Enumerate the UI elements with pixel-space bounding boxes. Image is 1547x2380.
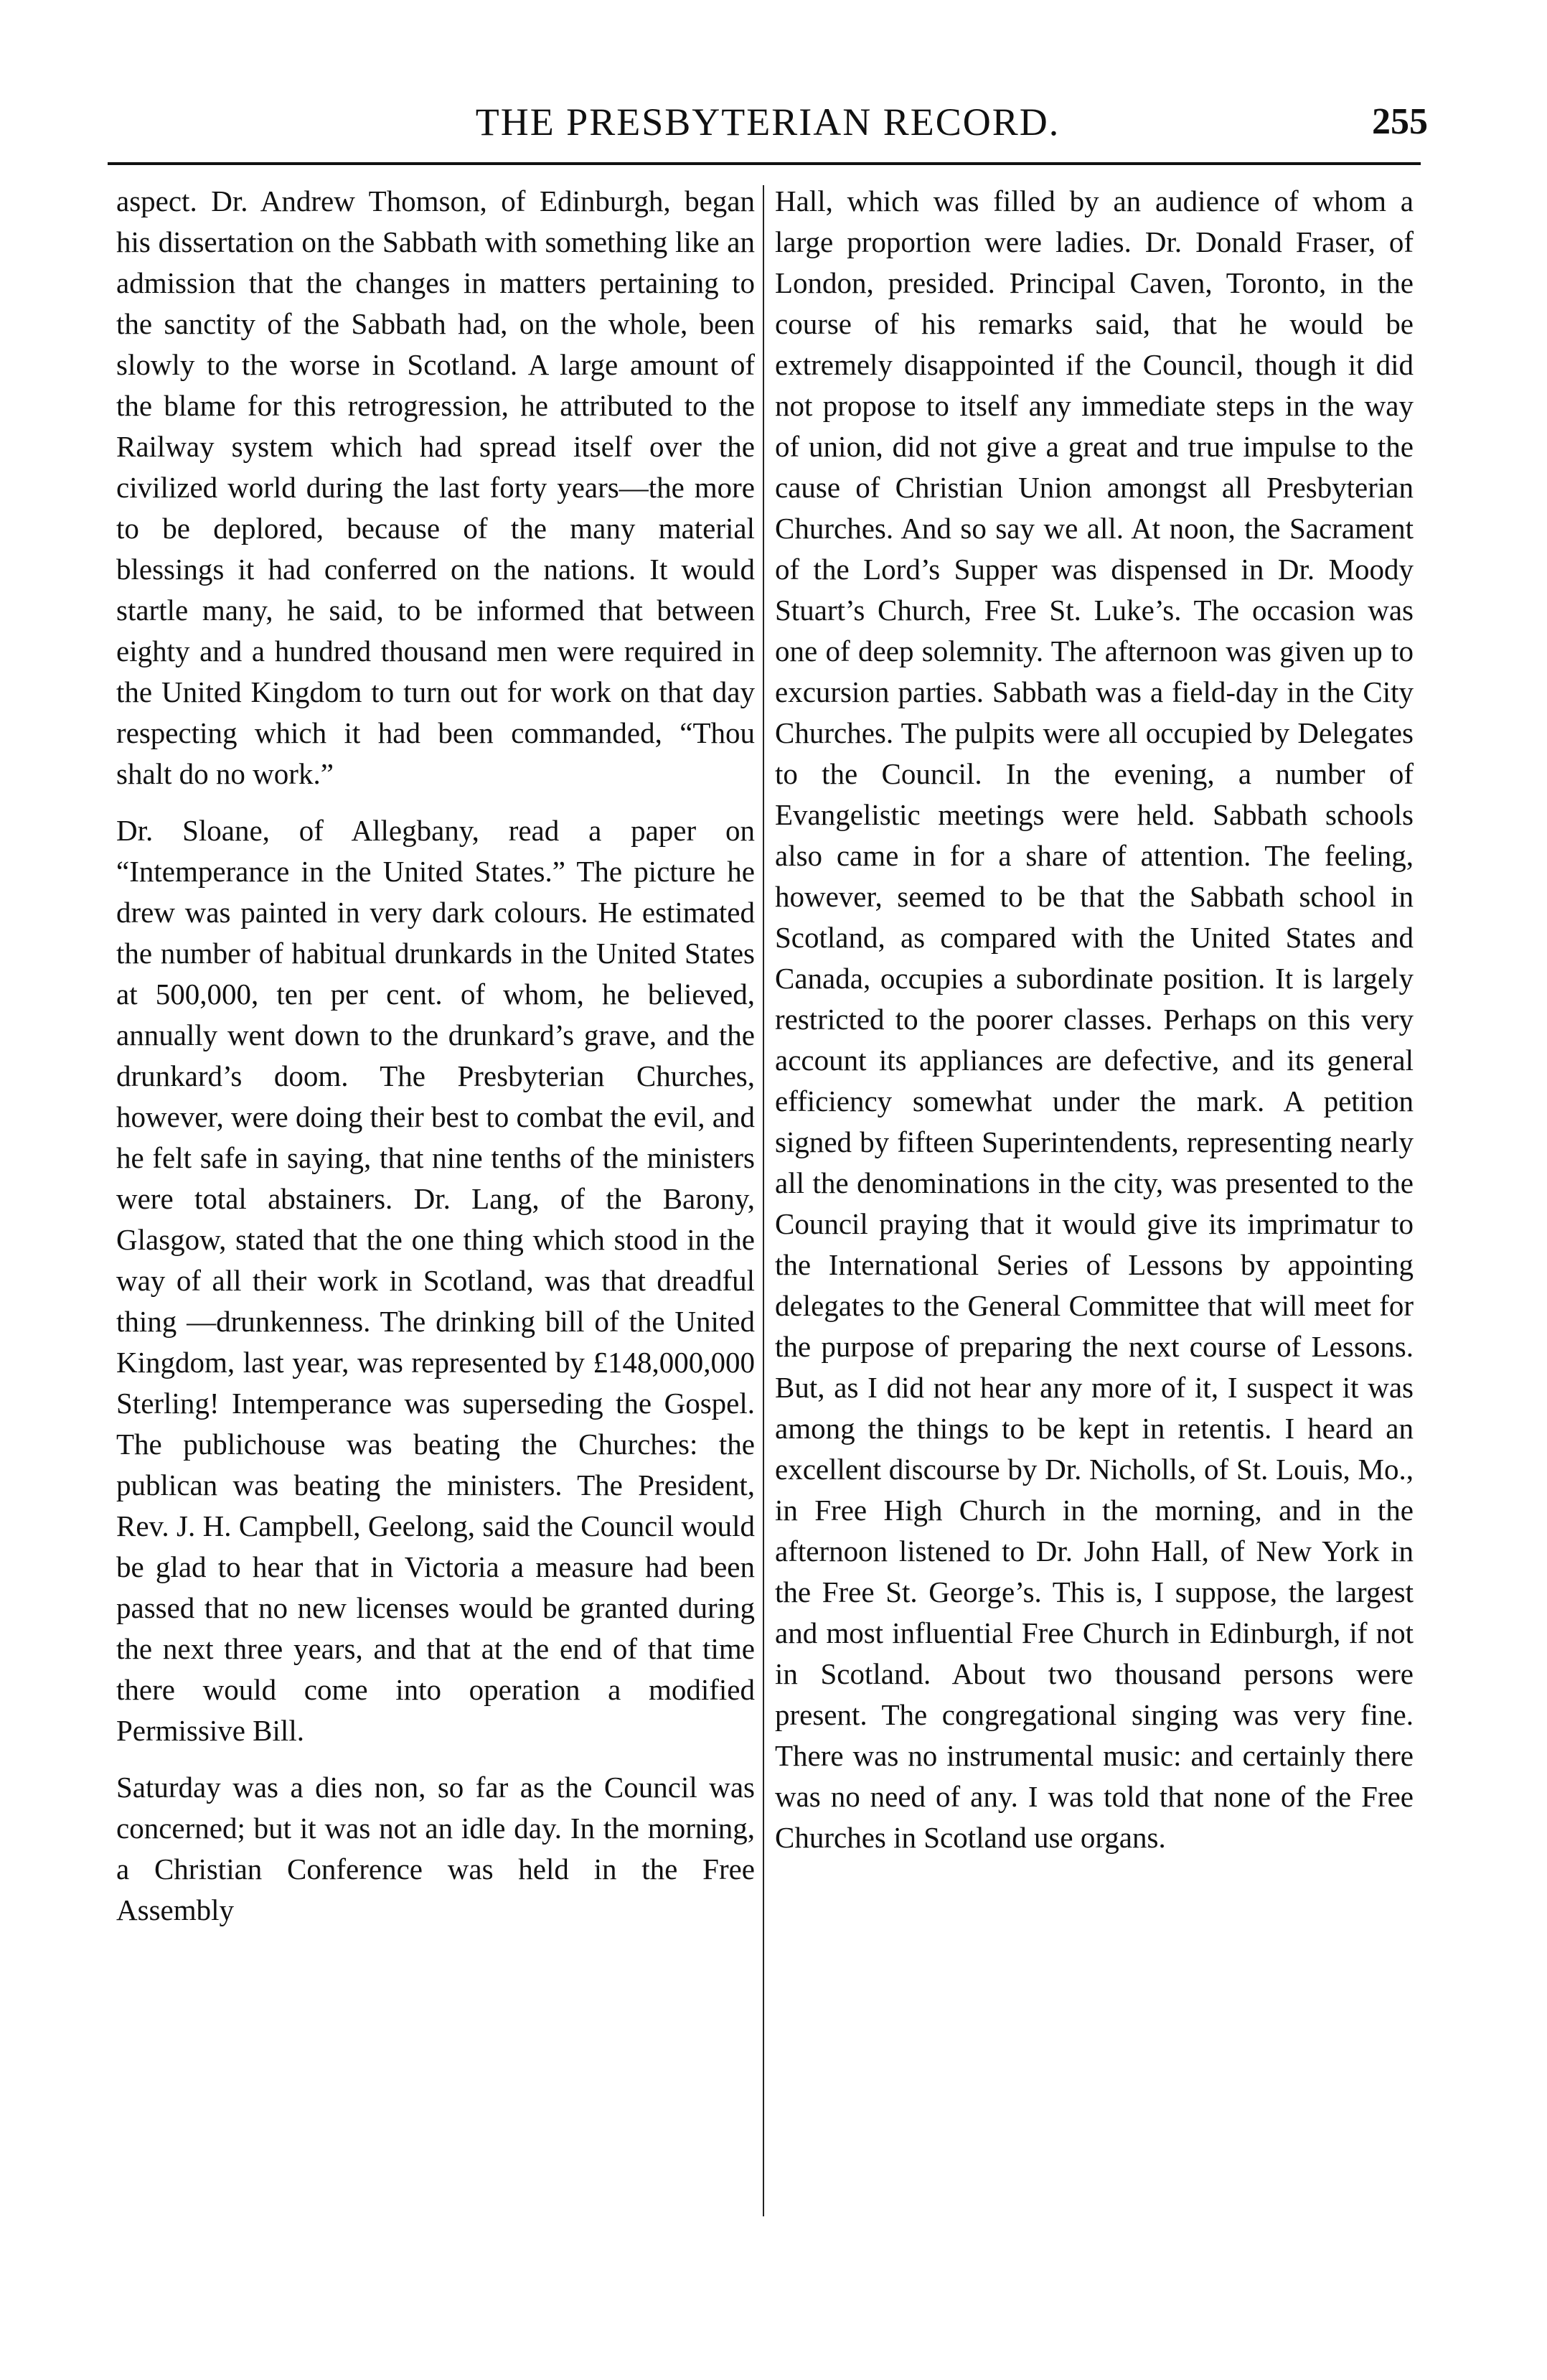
left-paragraph-2: Dr. Sloane, of Allegbany, read a paper on “Intemperance in the United States.” The picture he drew was painted in very dark colours. He estimated the number of habitual drunkards in the United States at 500,000, ten per cent. of whom, he believed, annually went down to the drunkard’s grave, and the drunkard’s doom. The Presbyterian Churches, however, were doing their best to combat the evil, and he felt safe in saying, that nine tenths of the ministers were total abstainers. Dr. Lang, of the Barony, Glasgow, stated that the one thing which stood in the way of all their work in Scotland, was that dreadful thing —drunkenness. The drinking bill of the United Kingdom, last year, was represented by £148,000,000 Sterling! Intemperance was superseding the Gospel. The publichouse was beating the Churches: the publican was beating the ministers. The President, Rev. J. H. Campbell, Geelong, said the Council would be glad to hear that in Victoria a measure had been passed that no new licenses would be granted during the next three years, and that at the end of that time there would come into operation a modified Permissive Bill. [116, 814, 755, 1747]
text-columns [108, 181, 1421, 2234]
left-column [116, 181, 755, 1931]
header-rule [108, 162, 1421, 165]
paragraph-gap [116, 795, 755, 810]
left-paragraph-3: Saturday was a dies non, so far as the Council was concerned; but it was not an idle day. In the morning, a Christian Conference was held in the Free Assembly [116, 1771, 755, 1926]
paragraph-gap [116, 1751, 755, 1767]
running-title: THE PRESBYTERIAN RECORD. [475, 100, 1061, 144]
page-header [108, 93, 1428, 165]
right-column [775, 181, 1414, 1858]
page-number: 255 [1372, 101, 1428, 142]
right-paragraph-1: Hall, which was filled by an audience of whom a large proportion were ladies. Dr. Donald Fraser, of London, presided. Principal Caven, Toronto, in the course of his remarks said, that he would be extremely disappointed if the Council, though it did not propose to itself any immediate steps in the way of union, did not give a great and true impulse to the cause of Christian Union amongst all Presbyterian Churches. And so say we all. At noon, the Sacrament of the Lord’s Supper was dispensed in Dr. Moody Stuart’s Church, Free St. Luke’s. The occasion was one of deep solemnity. The afternoon was given up to excursion parties. Sabbath was a field-day in the City Churches. The pulpits were all occupied by Delegates to the Council. In the evening, a number of Evangelistic meetings were held. Sabbath schools also came in for a share of attention. The feeling, however, seemed to be that the Sabbath school in Scotland, as compared with the United States and Canada, occupies a subordinate position. It is largely restricted to the poorer classes. Perhaps on this very account its appliances are defective, and its general efficiency somewhat under the mark. A petition signed by fifteen Superintendents, representing nearly all the denominations in the city, was presented to the Council praying that it would give its imprimatur to the International Series of Lessons by appointing delegates to the General Committee that will meet for the purpose of preparing the next course of Lessons. But, as I did not hear any more of it, I suspect it was among the things to be kept in retentis. I heard an excellent discourse by Dr. Nicholls, of St. Louis, Mo., in Free High Church in the morning, and in the afternoon listened to Dr. John Hall, of New York in the Free St. George’s. This is, I suppose, the largest and most influential Free Church in Edinburgh, if not in Scotland. About two thousand persons were present. The congregational singing was very fine. There was no instrumental music: and certainly there was no need of any. I was told that none of the Free Churches in Scotland use organs. [775, 184, 1414, 1854]
left-paragraph-1: aspect. Dr. Andrew Thomson, of Edinburgh, began his dissertation on the Sabbath with something like an admission that the changes in matters pertaining to the sanctity of the Sabbath had, on the whole, been slowly to the worse in Scotland. A large amount of the blame for this retrogression, he attributed to the Railway system which had spread itself over the civilized world during the last forty years—the more to be deplored, because of the many material blessings it had conferred on the nations. It would startle many, he said, to be informed that between eighty and a hundred thousand men were required in the United Kingdom to turn out for work on that day respecting which it had been commanded, “Thou shalt do no work.” [116, 184, 755, 790]
column-divider [763, 185, 764, 2216]
